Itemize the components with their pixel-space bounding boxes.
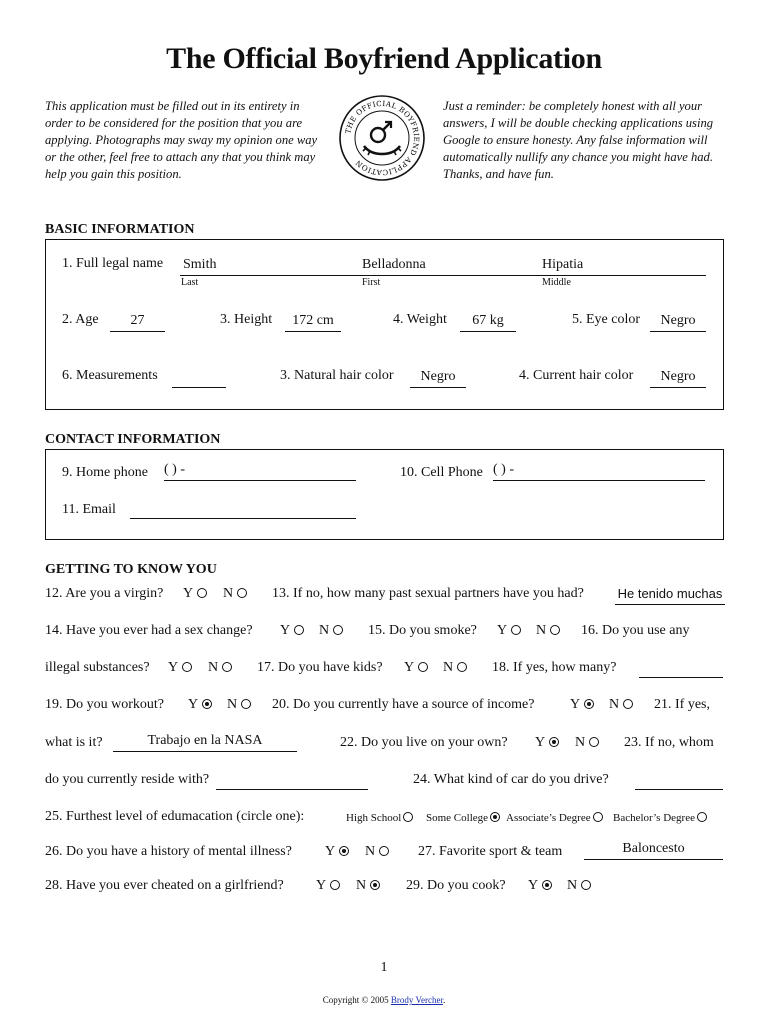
q12-label: 12. Are you a virgin?	[45, 586, 164, 601]
no-label: N	[443, 660, 454, 675]
q14-no-option[interactable]	[319, 623, 343, 639]
q20-no-option[interactable]	[609, 697, 633, 713]
q19-no-option[interactable]	[227, 697, 251, 713]
q28-no-option[interactable]	[356, 878, 380, 894]
q20-label: 20. Do you currently have a source of income?	[272, 697, 535, 712]
last-caption: Last	[181, 277, 199, 288]
q13-label: 13. If no, how many past sexual partners have you had?	[272, 586, 584, 601]
kids-count-field[interactable]	[639, 659, 723, 678]
no-label: N	[223, 586, 234, 601]
yes-label: Y	[188, 697, 199, 712]
q16-yes-radio[interactable]	[182, 662, 192, 672]
section-getting-heading: GETTING TO KNOW YOU	[45, 562, 217, 577]
q29-yes-option[interactable]	[528, 878, 552, 894]
q12-yes-option[interactable]	[183, 586, 207, 602]
edu-high-school-radio[interactable]	[403, 812, 413, 822]
no-label: N	[365, 844, 376, 859]
q23-label: 23. If no, whom	[624, 735, 714, 750]
q7-label: 3. Natural hair color	[280, 368, 394, 383]
q29-label: 29. Do you cook?	[406, 878, 506, 893]
q17-no-radio[interactable]	[457, 662, 467, 672]
edu-associates-option[interactable]	[506, 812, 603, 824]
q29-no-radio[interactable]	[581, 880, 591, 890]
q19-yes-option[interactable]	[188, 697, 212, 713]
car-field[interactable]	[635, 771, 723, 790]
q17-yes-option[interactable]	[404, 660, 428, 676]
q29-no-option[interactable]	[567, 878, 591, 894]
weight-field[interactable]: 67 kg	[460, 313, 516, 332]
q27-label: 27. Favorite sport & team	[418, 844, 563, 859]
q15-yes-option[interactable]	[497, 623, 521, 639]
edu-bachelors-option[interactable]	[613, 812, 707, 824]
q16-yes-option[interactable]	[168, 660, 192, 676]
intro-reminder: Just a reminder: be completely honest with all your answers, I will be double checking applications using Google to ensure honesty. Any false information will automatically nullify any chance you might have had. Thanks, and have fun.	[443, 99, 714, 181]
edu-bachelors-radio[interactable]	[697, 812, 707, 822]
yes-label: Y	[183, 586, 194, 601]
q28-yes-option[interactable]	[316, 878, 340, 894]
reside-with-field[interactable]	[216, 771, 368, 790]
q21-label: 21. If yes,	[654, 697, 710, 712]
q15-no-option[interactable]	[536, 623, 560, 639]
q17-no-option[interactable]	[443, 660, 467, 676]
q15-label: 15. Do you smoke?	[368, 623, 477, 638]
edu-option-label: Associate’s Degree	[506, 812, 591, 824]
yes-label: Y	[316, 878, 327, 893]
natural-hair-field[interactable]: Negro	[410, 369, 466, 388]
yes-label: Y	[325, 844, 336, 859]
q29-yes-radio[interactable]	[542, 880, 552, 890]
no-label: N	[227, 697, 238, 712]
q24-label: 24. What kind of car do you drive?	[413, 772, 609, 787]
author-link[interactable]: Brody Vercher	[390, 995, 443, 1005]
q16-no-radio[interactable]	[222, 662, 232, 672]
email-label: 11. Email	[62, 502, 116, 517]
seal-text: THE OFFICIAL BOYFRIEND APPLICATION	[343, 98, 422, 178]
q12-no-option[interactable]	[223, 586, 247, 602]
middle-caption: Middle	[542, 277, 571, 288]
eye-color-field[interactable]: Negro	[650, 313, 706, 332]
last-name-field[interactable]: Smith	[183, 257, 217, 272]
q3-label: 3. Height	[220, 312, 273, 327]
no-label: N	[356, 878, 367, 893]
home-phone-field[interactable]: ( ) -	[164, 462, 356, 481]
q26-no-radio[interactable]	[379, 846, 389, 856]
yes-label: Y	[168, 660, 179, 675]
q22-yes-radio[interactable]	[549, 737, 559, 747]
q15-no-radio[interactable]	[550, 625, 560, 635]
q14-yes-option[interactable]	[280, 623, 304, 639]
q28-yes-radio[interactable]	[330, 880, 340, 890]
q22-label: 22. Do you live on your own?	[340, 735, 508, 750]
income-source-field[interactable]: Trabajo en la NASA	[113, 733, 297, 752]
q20-no-radio[interactable]	[623, 699, 633, 709]
edu-some-college-option[interactable]	[426, 812, 500, 824]
current-hair-field[interactable]: Negro	[650, 369, 706, 388]
q26-label: 26. Do you have a history of mental illness?	[45, 844, 292, 859]
q25-label: 25. Furthest level of edumacation (circle one):	[45, 809, 305, 824]
edu-option-label: Bachelor’s Degree	[613, 812, 695, 824]
no-label: N	[208, 660, 219, 675]
page-title: The Official Boyfriend Application	[166, 42, 602, 75]
q20-yes-radio[interactable]	[584, 699, 594, 709]
first-caption: First	[362, 277, 381, 288]
middle-name-field[interactable]: Hipatia	[542, 257, 584, 272]
q14-no-radio[interactable]	[333, 625, 343, 635]
edu-option-label: High School	[346, 812, 402, 824]
page-number: 1	[380, 960, 388, 975]
height-field[interactable]: 172 cm	[285, 313, 341, 332]
yes-label: Y	[497, 623, 508, 638]
full-name-line	[180, 257, 706, 276]
q26-yes-radio[interactable]	[339, 846, 349, 856]
yes-label: Y	[528, 878, 539, 893]
email-field[interactable]	[130, 500, 356, 519]
q8-label: 4. Current hair color	[519, 368, 634, 383]
q22-no-option[interactable]	[575, 735, 599, 751]
q20-yes-option[interactable]	[570, 697, 594, 713]
q17-yes-radio[interactable]	[418, 662, 428, 672]
q26-yes-option[interactable]	[325, 844, 349, 860]
q4-label: 4. Weight	[393, 312, 447, 327]
q19-label: 19. Do you workout?	[45, 697, 164, 712]
q26-no-option[interactable]	[365, 844, 389, 860]
q28-no-radio[interactable]	[370, 880, 380, 890]
q21-label-cont: what is it?	[45, 735, 103, 750]
partners-field[interactable]: He tenido muchas	[615, 586, 725, 605]
q14-label: 14. Have you ever had a sex change?	[45, 623, 253, 638]
yes-label: Y	[280, 623, 291, 638]
q16-label: 16. Do you use any	[581, 623, 690, 638]
first-name-field[interactable]: Belladonna	[362, 257, 426, 272]
edu-some-college-radio[interactable]	[490, 812, 500, 822]
q18-label: 18. If yes, how many?	[492, 660, 617, 675]
official-seal-logo	[338, 88, 426, 184]
copyright	[0, 995, 768, 1005]
q15-yes-radio[interactable]	[511, 625, 521, 635]
q22-yes-option[interactable]	[535, 735, 559, 751]
q6-label: 6. Measurements	[62, 368, 158, 383]
intro-instructions: This application must be filled out in its entirety in order to be considered for the position that you are applying. Photographs may sway my opinion one way or the other, feel free to attach any that you think may help you gain this position.	[45, 99, 318, 181]
favorite-sport-field[interactable]: Baloncesto	[584, 841, 723, 860]
copyright-end: .	[442, 995, 446, 1005]
q14-yes-radio[interactable]	[294, 625, 304, 635]
copyright-text: Copyright © 2005	[322, 995, 391, 1005]
q12-yes-radio[interactable]	[197, 588, 207, 598]
q23-label-cont: do you currently reside with?	[45, 772, 210, 787]
q16-no-option[interactable]	[208, 660, 232, 676]
no-label: N	[567, 878, 578, 893]
yes-label: Y	[535, 735, 546, 750]
no-label: N	[575, 735, 586, 750]
edu-option-label: Some College	[426, 812, 489, 824]
q16-label-cont: illegal substances?	[45, 660, 150, 675]
no-label: N	[609, 697, 620, 712]
cell-phone-field[interactable]: ( ) -	[493, 462, 705, 481]
q1-label: 1. Full legal name	[62, 256, 164, 271]
q22-no-radio[interactable]	[589, 737, 599, 747]
age-field[interactable]: 27	[110, 313, 165, 332]
section-contact-heading: CONTACT INFORMATION	[45, 432, 221, 447]
home-phone-label: 9. Home phone	[62, 465, 148, 480]
q19-no-radio[interactable]	[241, 699, 251, 709]
edu-associates-radio[interactable]	[593, 812, 603, 822]
q28-label: 28. Have you ever cheated on a girlfriend?	[45, 878, 284, 893]
yes-label: Y	[404, 660, 415, 675]
q12-no-radio[interactable]	[237, 588, 247, 598]
q19-yes-radio[interactable]	[202, 699, 212, 709]
cell-phone-label: 10. Cell Phone	[400, 465, 483, 480]
q5-label: 5. Eye color	[572, 312, 641, 327]
section-basic-heading: BASIC INFORMATION	[45, 222, 195, 237]
edu-high-school-option[interactable]	[346, 812, 413, 824]
q2-label: 2. Age	[62, 312, 99, 327]
no-label: N	[319, 623, 330, 638]
no-label: N	[536, 623, 547, 638]
q17-label: 17. Do you have kids?	[257, 660, 383, 675]
yes-label: Y	[570, 697, 581, 712]
measurements-field[interactable]	[172, 369, 226, 388]
